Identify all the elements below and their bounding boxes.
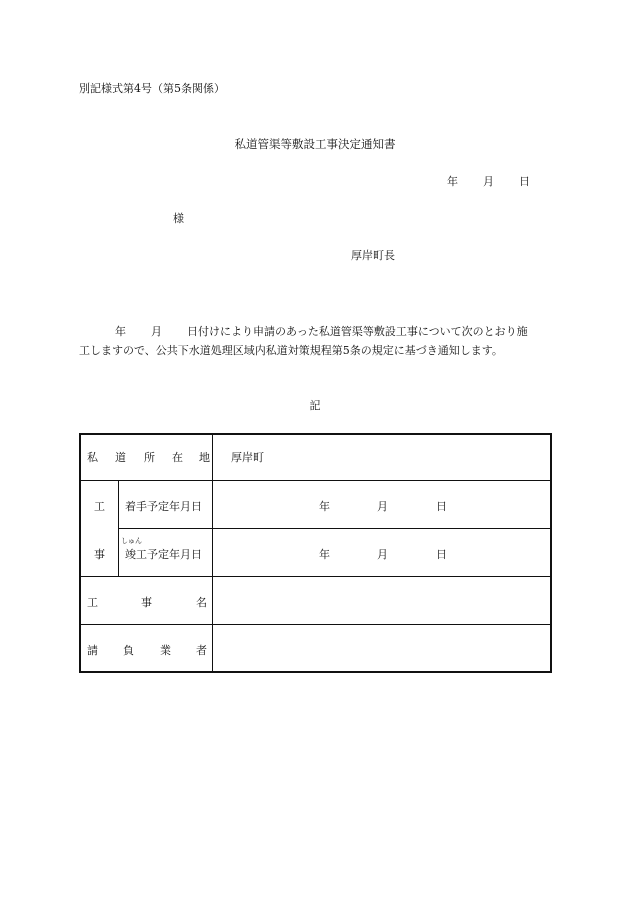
start-date-day: 日 — [436, 500, 447, 513]
addressee-suffix: 様 — [173, 212, 184, 225]
completion-date-label: 竣工予定年月日 — [125, 548, 202, 561]
contractor-label-char: 業 — [160, 644, 171, 657]
location-label-char: 道 — [115, 451, 126, 464]
row-divider — [79, 480, 552, 481]
body-text: 日付けにより申請のあった私道管渠等敷設工事について次のとおり施 — [187, 325, 528, 338]
contractor-label-char: 負 — [123, 644, 134, 657]
contractor-label-char: 者 — [196, 644, 207, 657]
location-label-char: 所 — [144, 451, 155, 464]
completion-date-day: 日 — [436, 548, 447, 561]
column-divider — [118, 480, 119, 576]
location-label-char: 私 — [87, 451, 98, 464]
body-paragraph-line-1 — [79, 326, 551, 340]
construction-group-label-char: 事 — [94, 548, 105, 561]
issuer-name: 厚岸町長 — [351, 249, 395, 262]
issue-date-month: 月 — [483, 175, 494, 188]
document-title: 私道管渠等敷設工事決定通知書 — [234, 137, 396, 151]
row-divider — [79, 576, 552, 577]
body-year: 年 — [115, 325, 126, 338]
location-label-char: 地 — [199, 451, 210, 464]
completion-ruby: しゅん — [121, 537, 142, 545]
issue-date-year: 年 — [447, 175, 458, 188]
start-date-month: 月 — [377, 500, 388, 513]
ki-heading: 記 — [309, 399, 321, 412]
body-paragraph-line-2: 工しますので、公共下水道処理区域内私道対策規程第5条の規定に基づき通知します。 — [79, 344, 503, 357]
start-date-year: 年 — [319, 500, 330, 513]
issue-date-day: 日 — [519, 175, 530, 188]
completion-date-month: 月 — [377, 548, 388, 561]
details-table — [79, 433, 552, 673]
column-divider — [212, 433, 213, 673]
row-divider — [79, 624, 552, 625]
location-label-char: 在 — [172, 451, 183, 464]
location-label — [83, 451, 210, 464]
row-divider — [118, 528, 552, 529]
completion-date-year: 年 — [319, 548, 330, 561]
project-name-label-char: 工 — [87, 596, 98, 609]
form-number-label: 別記様式第4号（第5条関係） — [79, 82, 225, 95]
contractor-label-char: 請 — [87, 644, 98, 657]
location-value: 厚岸町 — [231, 451, 264, 464]
body-month: 月 — [151, 325, 162, 338]
project-name-label-char: 名 — [196, 596, 207, 609]
start-date-label: 着手予定年月日 — [125, 500, 202, 513]
construction-group-label-char: 工 — [94, 500, 105, 513]
project-name-label-char: 事 — [141, 596, 152, 609]
